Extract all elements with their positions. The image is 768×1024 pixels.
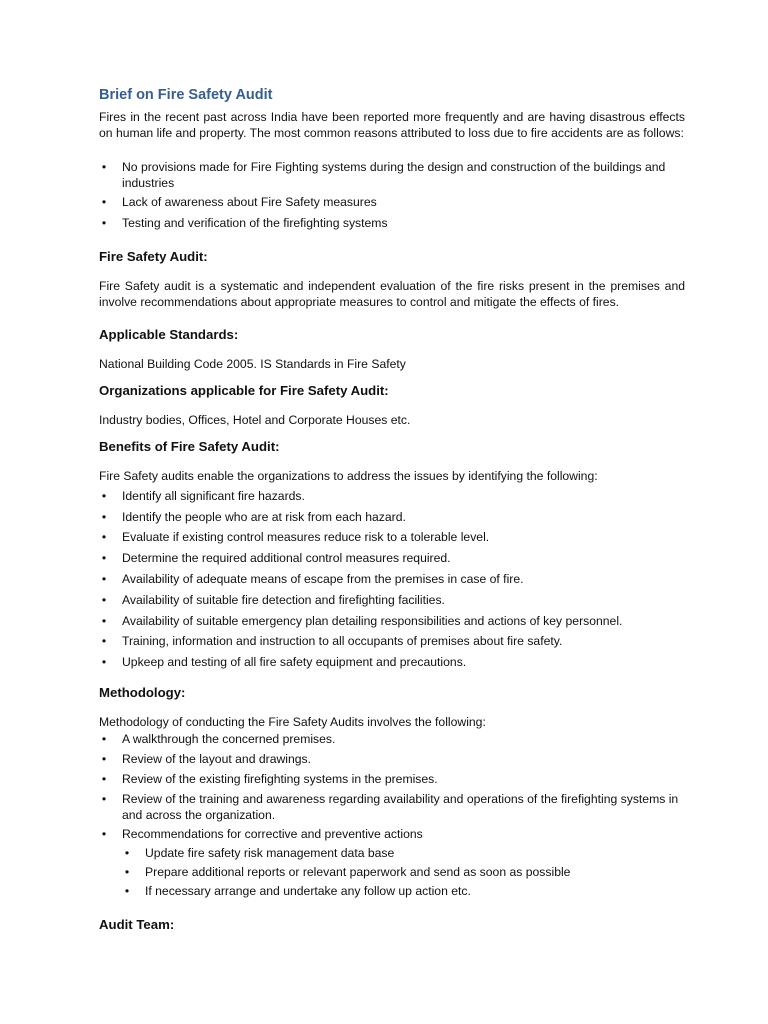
list-item: • Training, information and instruction to all occupants of premises about fire safety.: [99, 633, 685, 649]
bullet-icon: •: [101, 772, 107, 786]
list-item: • Evaluate if existing control measures reduce risk to a tolerable level.: [99, 529, 685, 545]
document-content: [99, 85, 685, 934]
standards-heading: Applicable Standards:: [99, 327, 239, 342]
methodology-heading: Methodology:: [99, 685, 186, 700]
list-item: • Identify the people who are at risk from each hazard.: [99, 509, 685, 525]
intro-paragraph: Fires in the recent past across India have been reported more frequently and are having disastrous effects on human life and property. The most common reasons attributed to loss due to fire accidents are as follows:: [99, 110, 685, 140]
list-item: • Availability of adequate means of escape from the premises in case of fire.: [99, 571, 685, 587]
list-item: • No provisions made for Fire Fighting systems during the design and construction of the buildings and industries: [99, 159, 685, 191]
bullet-icon: •: [101, 752, 107, 766]
methodology-intro: Methodology of conducting the Fire Safety Audits involves the following:: [99, 715, 486, 729]
bullet-icon: •: [124, 865, 130, 879]
list-item: • A walkthrough the concerned premises.: [99, 731, 685, 747]
list-item: • Update fire safety risk management data base: [99, 845, 685, 861]
methodology-sublist: [99, 845, 685, 899]
team-heading: Audit Team:: [99, 917, 175, 932]
bullet-icon: •: [101, 792, 107, 806]
audit-heading: Fire Safety Audit:: [99, 249, 208, 264]
bullet-icon: •: [101, 634, 107, 648]
list-item: • Availability of suitable fire detection and firefighting facilities.: [99, 592, 685, 608]
list-item: • Testing and verification of the firefighting systems: [99, 215, 685, 231]
list-item: • If necessary arrange and undertake any follow up action etc.: [99, 883, 685, 899]
bullet-icon: •: [101, 195, 107, 209]
methodology-list: [99, 731, 685, 842]
organizations-paragraph: Industry bodies, Offices, Hotel and Corporate Houses etc.: [99, 413, 411, 427]
list-item: • Upkeep and testing of all fire safety equipment and precautions.: [99, 654, 685, 670]
list-item: • Review of the layout and drawings.: [99, 751, 685, 767]
bullet-icon: •: [101, 489, 107, 503]
bullet-icon: •: [101, 216, 107, 230]
list-item: • Review of the existing firefighting systems in the premises.: [99, 771, 685, 787]
audit-paragraph: Fire Safety audit is a systematic and independent evaluation of the fire risks present in the premises and involve recommendations about appropriate measures to control and mitigate the effects of fires.: [99, 279, 685, 309]
bullet-icon: •: [101, 510, 107, 524]
list-item: • Lack of awareness about Fire Safety measures: [99, 194, 685, 210]
list-item: • Identify all significant fire hazards.: [99, 488, 685, 504]
benefits-intro: Fire Safety audits enable the organizations to address the issues by identifying the following:: [99, 469, 598, 483]
list-item: • Recommendations for corrective and preventive actions: [99, 826, 685, 842]
bullet-icon: •: [101, 572, 107, 586]
bullet-icon: •: [101, 655, 107, 669]
organizations-heading: Organizations applicable for Fire Safety Audit:: [99, 383, 389, 398]
bullet-icon: •: [101, 732, 107, 746]
bullet-icon: •: [124, 846, 130, 860]
bullet-icon: •: [101, 593, 107, 607]
bullet-icon: •: [101, 551, 107, 565]
benefits-list: [99, 488, 685, 670]
bullet-icon: •: [101, 614, 107, 628]
list-item: • Prepare additional reports or relevant paperwork and send as soon as possible: [99, 864, 685, 880]
standards-paragraph: National Building Code 2005. IS Standards in Fire Safety: [99, 357, 406, 371]
bullet-icon: •: [101, 827, 107, 841]
bullet-icon: •: [124, 884, 130, 898]
bullet-icon: •: [101, 530, 107, 544]
list-item: • Availability of suitable emergency plan detailing responsibilities and actions of key personnel.: [99, 613, 685, 629]
bullet-icon: •: [101, 160, 107, 174]
benefits-heading: Benefits of Fire Safety Audit:: [99, 439, 280, 454]
list-item: • Determine the required additional control measures required.: [99, 550, 685, 566]
reasons-list: [99, 159, 685, 231]
document-title: Brief on Fire Safety Audit: [99, 87, 273, 103]
list-item: • Review of the training and awareness regarding availability and operations of the firefighting systems in and across the organization.: [99, 791, 685, 823]
